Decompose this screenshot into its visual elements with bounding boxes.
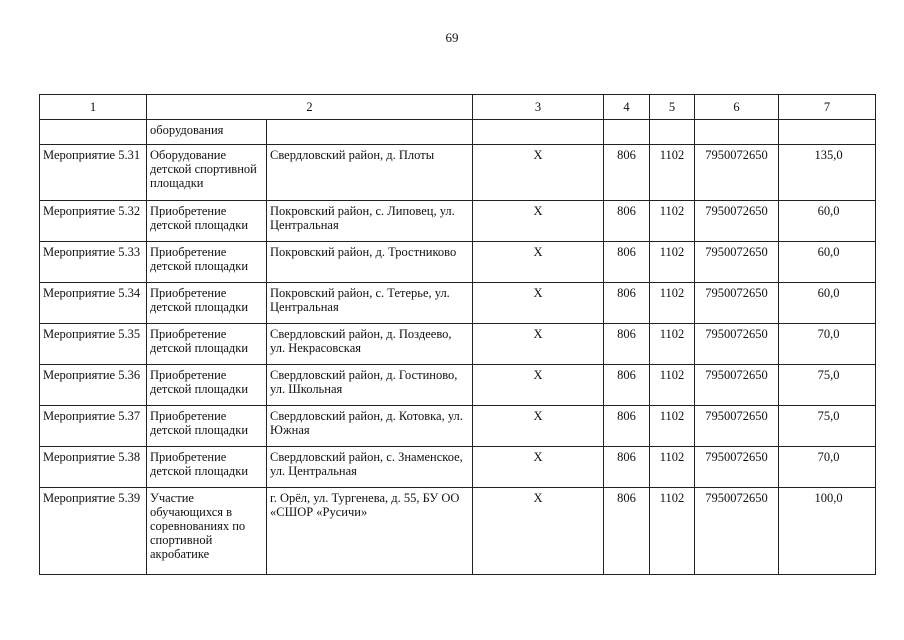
col4-cell: 806 (604, 365, 650, 406)
col7-cell: 60,0 (779, 283, 876, 324)
col3-cell: Х (473, 201, 604, 242)
col6-cell: 7950072650 (695, 145, 779, 201)
location-cell: Свердловский район, д. Гостиново, ул. Школьная (267, 365, 473, 406)
table-row (40, 447, 876, 488)
header-cell-6: 6 (695, 95, 779, 120)
col6-cell: 7950072650 (695, 242, 779, 283)
location-cell: Покровский район, с. Липовец, ул. Центральная (267, 201, 473, 242)
col4-cell: 806 (604, 447, 650, 488)
col5-cell: 1102 (650, 488, 695, 575)
col3-cell: Х (473, 406, 604, 447)
col6-cell: 7950072650 (695, 488, 779, 575)
col3-cell: Х (473, 324, 604, 365)
event-cell: Мероприятие 5.34 (40, 283, 147, 324)
table-row (40, 201, 876, 242)
header-cell-3: 3 (473, 95, 604, 120)
cont-cell-1 (40, 120, 147, 145)
col3-cell: Х (473, 447, 604, 488)
table-row (40, 365, 876, 406)
name-cell: Приобретение детской площадки (147, 324, 267, 365)
cont-cell-3 (473, 120, 604, 145)
col5-cell: 1102 (650, 324, 695, 365)
location-cell: г. Орёл, ул. Тургенева, д. 55, БУ ОО «СШОР «Русичи» (267, 488, 473, 575)
page-number: 69 (445, 30, 459, 45)
cont-cell-2a: оборудования (147, 120, 267, 145)
header-row (40, 95, 876, 120)
cont-cell-7 (779, 120, 876, 145)
col3-cell: Х (473, 488, 604, 575)
col5-cell: 1102 (650, 201, 695, 242)
cont-cell-5 (650, 120, 695, 145)
location-cell: Свердловский район, д. Котовка, ул. Южная (267, 406, 473, 447)
col4-cell: 806 (604, 488, 650, 575)
event-cell: Мероприятие 5.36 (40, 365, 147, 406)
col5-cell: 1102 (650, 145, 695, 201)
event-cell: Мероприятие 5.35 (40, 324, 147, 365)
event-cell: Мероприятие 5.38 (40, 447, 147, 488)
col7-cell: 70,0 (779, 324, 876, 365)
col3-cell: Х (473, 242, 604, 283)
cont-cell-2b (267, 120, 473, 145)
col6-cell: 7950072650 (695, 447, 779, 488)
col7-cell: 60,0 (779, 201, 876, 242)
col7-cell: 60,0 (779, 242, 876, 283)
event-cell: Мероприятие 5.33 (40, 242, 147, 283)
header-cell-4: 4 (604, 95, 650, 120)
location-cell: Покровский район, д. Тростниково (267, 242, 473, 283)
name-cell: Приобретение детской площадки (147, 201, 267, 242)
col5-cell: 1102 (650, 242, 695, 283)
col5-cell: 1102 (650, 406, 695, 447)
location-cell: Свердловский район, с. Знаменское, ул. Центральная (267, 447, 473, 488)
header-cell-2: 2 (147, 95, 473, 120)
col5-cell: 1102 (650, 283, 695, 324)
location-cell: Свердловский район, д. Плоты (267, 145, 473, 201)
col4-cell: 806 (604, 201, 650, 242)
col7-cell: 135,0 (779, 145, 876, 201)
col7-cell: 70,0 (779, 447, 876, 488)
col6-cell: 7950072650 (695, 365, 779, 406)
header-cell-5: 5 (650, 95, 695, 120)
cont-cell-4 (604, 120, 650, 145)
col6-cell: 7950072650 (695, 324, 779, 365)
col7-cell: 75,0 (779, 406, 876, 447)
table-row (40, 283, 876, 324)
name-cell: Приобретение детской площадки (147, 242, 267, 283)
col4-cell: 806 (604, 406, 650, 447)
col4-cell: 806 (604, 242, 650, 283)
continuation-row (40, 120, 876, 145)
table-row (40, 242, 876, 283)
location-cell: Свердловский район, д. Поздеево, ул. Некрасовская (267, 324, 473, 365)
col7-cell: 100,0 (779, 488, 876, 575)
name-cell: Приобретение детской площадки (147, 365, 267, 406)
col5-cell: 1102 (650, 447, 695, 488)
table-row (40, 324, 876, 365)
col6-cell: 7950072650 (695, 406, 779, 447)
table-row (40, 488, 876, 575)
table-body (40, 95, 876, 575)
col4-cell: 806 (604, 324, 650, 365)
col5-cell: 1102 (650, 365, 695, 406)
col4-cell: 806 (604, 145, 650, 201)
col3-cell: Х (473, 283, 604, 324)
name-cell: Приобретение детской площадки (147, 447, 267, 488)
name-cell: Участие обучающихся в соревнованиях по спортивной акробатике (147, 488, 267, 575)
table-row (40, 145, 876, 201)
header-cell-7: 7 (779, 95, 876, 120)
event-cell: Мероприятие 5.32 (40, 201, 147, 242)
event-cell: Мероприятие 5.39 (40, 488, 147, 575)
name-cell: Оборудование детской спортивной площадки (147, 145, 267, 201)
col4-cell: 806 (604, 283, 650, 324)
event-cell: Мероприятие 5.31 (40, 145, 147, 201)
col3-cell: Х (473, 145, 604, 201)
event-cell: Мероприятие 5.37 (40, 406, 147, 447)
table-row (40, 406, 876, 447)
cont-cell-6 (695, 120, 779, 145)
budget-table (39, 94, 876, 575)
col3-cell: Х (473, 365, 604, 406)
header-cell-1: 1 (40, 95, 147, 120)
col6-cell: 7950072650 (695, 283, 779, 324)
name-cell: Приобретение детской площадки (147, 406, 267, 447)
location-cell: Покровский район, с. Тетерье, ул. Центральная (267, 283, 473, 324)
name-cell: Приобретение детской площадки (147, 283, 267, 324)
col6-cell: 7950072650 (695, 201, 779, 242)
col7-cell: 75,0 (779, 365, 876, 406)
